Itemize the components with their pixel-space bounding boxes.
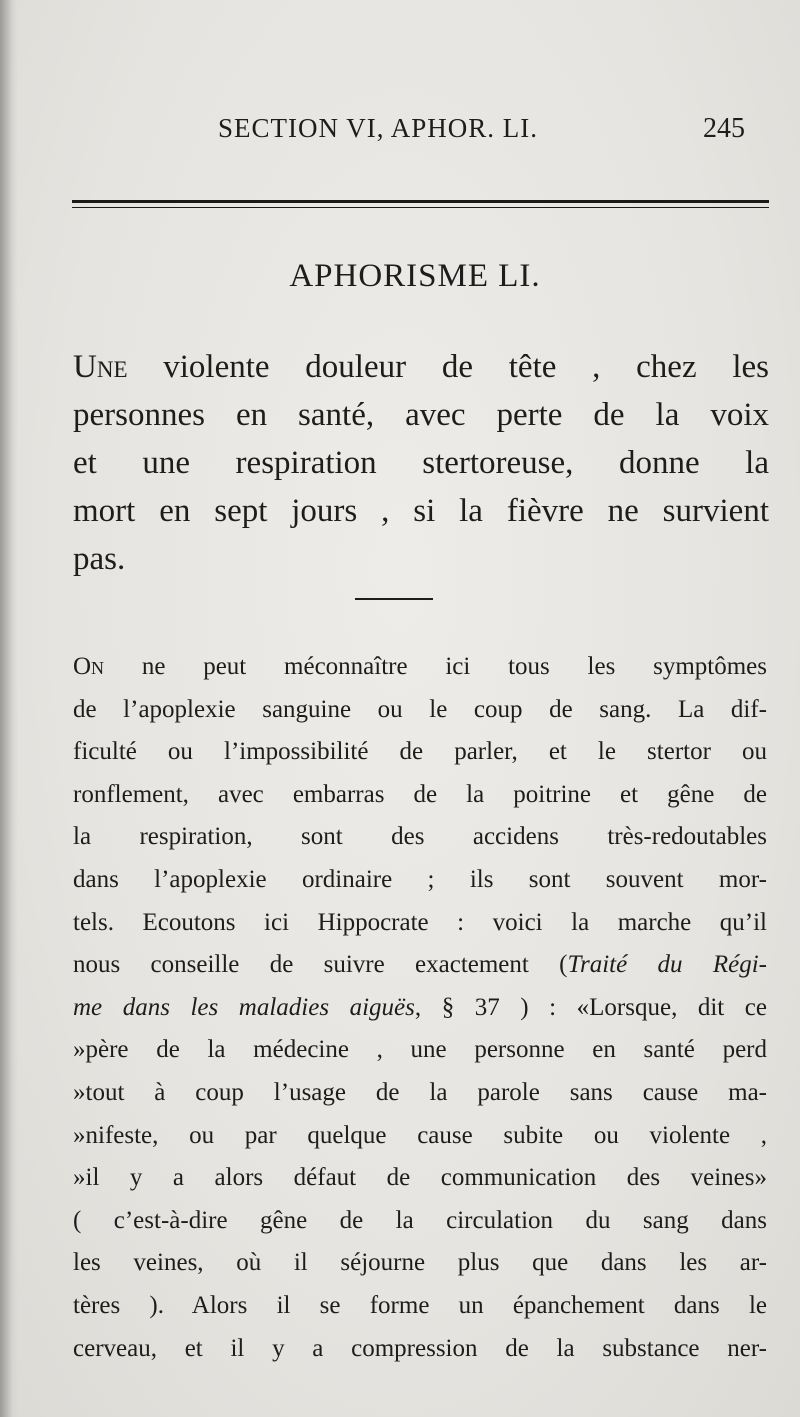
aphorism-line bbox=[73, 487, 769, 535]
commentary-line bbox=[73, 774, 767, 817]
commentary-line bbox=[73, 987, 767, 1030]
aphorism-line-text: mort en sept jours , si la fièvre ne survient bbox=[73, 493, 769, 529]
commentary-text bbox=[73, 646, 767, 1370]
page-number: 245 bbox=[703, 113, 745, 144]
commentary-line bbox=[73, 1072, 767, 1115]
aphorism-heading: APHORISME LI. bbox=[289, 258, 541, 294]
commentary-line bbox=[73, 689, 767, 732]
aphorism-line bbox=[73, 535, 769, 583]
aphorism-line-text: et une respiration stertoreuse, donne la bbox=[73, 445, 769, 481]
commentary-line bbox=[73, 944, 767, 987]
commentary-line-text: dans l’apoplexie ordinaire ; ils sont souvent mor- bbox=[73, 865, 767, 893]
commentary-line-text: »tout à coup l’usage de la parole sans cause ma- bbox=[73, 1078, 767, 1106]
commentary-line-text: ( c’est-à-dire gêne de la circulation du sang dans bbox=[73, 1206, 767, 1234]
commentary-line-text: ficulté ou l’impossibilité de parler, et le stertor ou bbox=[73, 738, 767, 766]
aphorism-text bbox=[73, 343, 769, 583]
commentary-line bbox=[73, 902, 767, 945]
commentary-line-text: de l’apoplexie sanguine ou le coup de sang. La dif- bbox=[73, 695, 767, 723]
commentary-line bbox=[73, 816, 767, 859]
commentary-line bbox=[73, 1242, 767, 1285]
commentary-line-text: tères ). Alors il se forme un épanchement dans le bbox=[73, 1291, 767, 1319]
commentary-line-text: cerveau, et il y a compression de la substance ner- bbox=[73, 1334, 767, 1362]
commentary-line-text: ronflement, avec embarras de la poitrine et gêne de bbox=[73, 780, 767, 808]
commentary-line-text: »nifeste, ou par quelque cause subite ou violente , bbox=[73, 1121, 767, 1149]
commentary-line bbox=[73, 1328, 767, 1371]
running-head bbox=[0, 113, 800, 153]
commentary-line bbox=[73, 1285, 767, 1328]
commentary-lead-word: On bbox=[73, 653, 105, 680]
commentary-line bbox=[73, 859, 767, 902]
commentary-line bbox=[73, 1157, 767, 1200]
commentary-line-text: , § 37 ) : «Lorsque, dit ce bbox=[414, 993, 767, 1021]
aphorism-line-text: pas. bbox=[73, 541, 126, 577]
commentary-line bbox=[73, 646, 767, 689]
commentary-italic-title: Traité du Régi- bbox=[567, 951, 767, 979]
commentary-line-text: les veines, où il séjourne plus que dans les ar- bbox=[73, 1249, 767, 1277]
commentary-line-text: tels. Ecoutons ici Hippocrate : voici la marche qu’il bbox=[73, 908, 767, 936]
commentary-line bbox=[73, 731, 767, 774]
commentary-italic-title: me dans les maladies aiguës bbox=[73, 993, 415, 1021]
commentary-line-text: »père de la médecine , une personne en santé perd bbox=[73, 1036, 767, 1064]
commentary-line-text: »il y a alors défaut de communication des veines» bbox=[73, 1164, 767, 1192]
commentary-line-text: la respiration, sont des accidens très-redoutables bbox=[73, 823, 767, 851]
commentary-line-text: ne peut méconnaître ici tous les symptômes bbox=[104, 653, 767, 680]
header-double-rule bbox=[72, 200, 769, 208]
commentary-line-text: nous conseille de suivre exactement ( bbox=[73, 951, 568, 979]
page-gutter-shadow bbox=[0, 0, 18, 1417]
aphorism-line bbox=[73, 343, 769, 391]
aphorism-lead-word: Une bbox=[73, 349, 128, 385]
aphorism-line-text: personnes en santé, avec perte de la voix bbox=[73, 397, 769, 433]
running-head-title: SECTION VI, APHOR. LI. bbox=[218, 113, 539, 143]
commentary-line bbox=[73, 1200, 767, 1243]
aphorism-line bbox=[73, 391, 769, 439]
commentary-line bbox=[73, 1115, 767, 1158]
aphorism-line-text: violente douleur de tête , chez les bbox=[127, 349, 769, 385]
section-divider-rule bbox=[355, 598, 433, 600]
aphorism-line bbox=[73, 439, 769, 487]
commentary-line bbox=[73, 1029, 767, 1072]
